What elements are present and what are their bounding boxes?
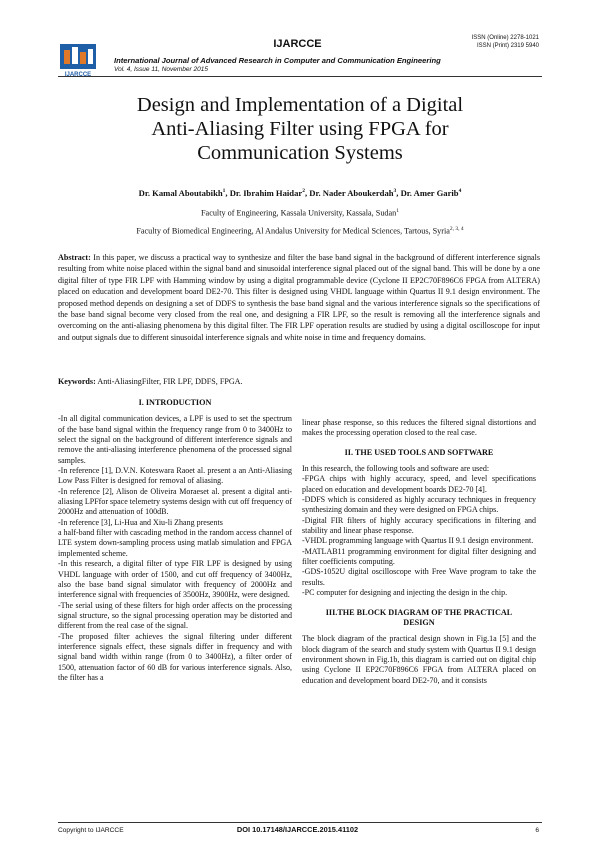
paragraph: -PC computer for designing and injecting the design in the chip. [302, 588, 508, 598]
author-2: Dr. Ibrahim Haidar [229, 188, 303, 198]
paragraph: linear phase response, so this reduces the filtered signal distortions and makes the processing operation closed to the real case. [302, 418, 536, 438]
journal-abbreviation: IJARCCE [273, 38, 322, 50]
issn-block [472, 34, 539, 50]
affiliation-1 [58, 208, 542, 218]
affiliation-1-sup: 1 [396, 208, 399, 214]
abstract-label: Abstract: [58, 253, 91, 262]
paragraph: In this research, the following tools and software are used: [302, 464, 490, 474]
author-1-sup: 1 [222, 188, 226, 195]
header-divider [58, 76, 542, 77]
paragraph: -Digital FIR filters of highly accuracy specifications in filtering and stability and linear phase response. [302, 515, 536, 536]
footer-copyright: Copyright to IJARCCE [58, 827, 124, 834]
paragraph: -In this research, a digital filter of type FIR LPF is designed by using VHDL language with order of 1500, and cut off frequency of 3400Hz, also the base band signal simulator with frequency of 2000Hz and interference signal with frequencies of 3500Hz, 3900Hz, were designed. [58, 559, 292, 600]
paragraph: a half-band filter with cascading method in the random access channel of LTE system down-sampling process using matlab simulation and FPGA implemented scheme. [58, 528, 292, 558]
issn-print: ISSN (Print) 2319 5940 [476, 43, 539, 49]
author-1: Dr. Kamal Aboutabikh [138, 188, 223, 198]
footer-divider [58, 822, 542, 823]
paper-title [58, 93, 542, 165]
title-line-3: Communication Systems [197, 142, 403, 164]
keywords-label: Keywords: [58, 377, 96, 386]
section-heading-introduction: I. INTRODUCTION [138, 398, 212, 407]
paragraph: -In reference [2], Alison de Oliveira Moraeset al. present a digital anti-aliasing LPFfor space telemetry systems design with cut off frequency of 2000Hz and attenuation of 100dB. [58, 486, 293, 517]
paragraph: -FPGA chips with highly accuracy, speed, and level specifications placed on education and development boards DE2-70 [4]. [302, 474, 536, 494]
paragraph: -In reference [1], D.V.N. Koteswara Raoet al. present a an Anti-Aliasing Low Pass Filter is designed for removal of aliasing. [58, 466, 292, 486]
logo-text: IJARCCE [64, 72, 92, 78]
abstract-text: In this paper, we discuss a practical way to synthesize and filter the base band signal in the background of different interference signals resulting from white noise placed within the signal band and sinusoidal interference signal placed out of the signal band. This will be done by a one digital filter of type FIR LPF with Hamming window by using a digital programmable device (Cyclone II EP2C70F896C6 FPGA from ALTERA) placed on education and development board DE2-70. This filter is designed using VHDL language within Quartus II 9.1 design environment. The proposed method depends on designing a set of DDFS to synthesis the base band signal and the various interference signals so the specifications of the base band signal become very closed from the real one, and designing a FIR LPF, so the result is removing all the interference signals and overcoming on the anti-aliasing phenomena by this digital filter. The FIR LPF operation results are studied by using a digital oscilloscope for input and output signals due to different sinusoidal interference signals and white noise in time and frequency domains. [58, 253, 540, 342]
section-heading-block-diagram [302, 608, 536, 629]
paragraph: -GDS-1052U digital oscilloscope with Free Wave program to take the results. [302, 567, 536, 587]
paragraph: -In reference [3], Li-Hua and Xiu-li Zhang presents [58, 517, 223, 527]
title-line-2: Anti-Aliasing Filter using FPGA for [151, 118, 449, 140]
paragraph: -The serial using of these filters for high order affects on the processing signal structure, so the signal processing operation may be distorted and different from the real case of the signal. [58, 600, 292, 631]
issn-online: ISSN (Online) 2278-1021 [471, 35, 539, 41]
author-3-sup: 3 [393, 188, 397, 195]
paragraph: -VHDL programming language with Quartus II 9.1 design environment. [302, 536, 534, 546]
block-heading-line-1: III.THE BLOCK DIAGRAM OF THE PRACTICAL [325, 607, 513, 617]
paragraph: -DDFS which is considered as highly accuracy techniques in frequency synthesizing domain and they were designed on FPGA chips. [302, 495, 536, 515]
footer-doi: DOI 10.17148/IJARCCE.2015.41102 [236, 825, 359, 834]
affiliation-2 [58, 226, 542, 236]
section-heading-tools: II. THE USED TOOLS AND SOFTWARE [344, 447, 494, 457]
title-line-1: Design and Implementation of a Digital [136, 94, 464, 116]
author-4-sup: 4 [458, 188, 462, 195]
author-4: Dr. Amer Garib [400, 188, 459, 198]
affiliation-1-text: Faculty of Engineering, Kassala University, Kassala, Sudan [201, 208, 397, 218]
paragraph: -In all digital communication devices, a LPF is used to set the spectrum of the base band signal within the frequency range from 0 to 3400Hz to select the signal on the background of different interference signals and remove the anti-aliasing interference phenomena of the processed signal samples. [58, 414, 292, 465]
author-list: Dr. Kamal Aboutabikh$^1$, Dr. Ibrahim Haidar$^2$, Dr. Nader Aboukerdah$^3$, Dr. Amer Garib$^4$ [138, 188, 462, 198]
affiliation-2-sup: 2, 3, 4 [449, 226, 464, 232]
right-column [302, 418, 536, 686]
volume-info: Vol. 4, Issue 11, November 2015 [114, 66, 208, 73]
paragraph: -The proposed filter achieves the signal filtering under different interference signals effect, these signals differ in frequency and with signal band width within range (from 0 to 3400Hz), a filter order of 1500, attenuation factor of 60 dB for various interference signals. Also, the filter has a [58, 631, 292, 682]
paragraph: -MATLAB11 programming environment for digital filter designing and filter coefficients computing. [302, 546, 536, 567]
paragraph: The block diagram of the practical design shown in Fig.1a [5] and the block diagram of the search and study system with Quartus II 9.1 design environment shown in Fig.1b, this diagram is carried out on digital chip using Cyclone II EP2C70F896C6 FPGA from ALTERA placed on education and development board DE2-70, and it consists [302, 634, 536, 685]
keywords [58, 377, 243, 386]
author-3: Dr. Nader Aboukerdah [309, 188, 394, 198]
block-heading-line-2: DESIGN [403, 617, 435, 627]
footer-page-number: 6 [535, 827, 539, 834]
left-column [58, 398, 292, 683]
affiliation-2-text: Faculty of Biomedical Engineering, Al Andalus University for Medical Sciences, Tartous, Syria [136, 226, 450, 236]
author-2-sup: 2 [302, 188, 305, 195]
abstract [58, 252, 540, 343]
journal-name: International Journal of Advanced Research in Computer and Communication Engineering [114, 56, 441, 65]
keywords-text: Anti-AliasingFilter, FIR LPF, DDFS, FPGA. [97, 377, 243, 386]
